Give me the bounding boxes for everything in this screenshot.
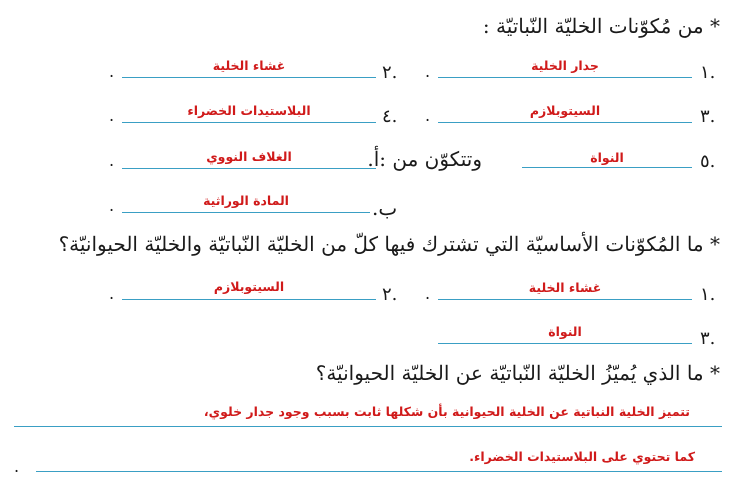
q1-item2-answer-line bbox=[122, 77, 376, 78]
part-b-label: ب. bbox=[372, 196, 398, 220]
q1-item3-answer-line bbox=[438, 122, 692, 123]
q3-answer-line1-text[interactable]: تتميز الخلية النباتية عن الخلية الحيوانية بأن شكلها ثابت بسبب وجود جدار خلوي، bbox=[203, 404, 690, 419]
q1-item4-number: .٤ bbox=[382, 106, 398, 127]
dot: . bbox=[109, 106, 115, 125]
dot: . bbox=[425, 284, 431, 303]
q1-item5-number: .٥ bbox=[700, 151, 716, 172]
part-b-answer-line bbox=[122, 212, 370, 213]
q1-item5-answer-line bbox=[522, 167, 692, 168]
q1-item2-answer[interactable]: غشاء الخلية bbox=[212, 58, 286, 73]
q1-item3-number: .٣ bbox=[700, 106, 716, 127]
part-a-answer-line bbox=[122, 168, 376, 169]
q2-item2-number: .٢ bbox=[382, 284, 398, 305]
q2-item1-number: .١ bbox=[700, 284, 716, 305]
q3-answer-line-1 bbox=[14, 426, 722, 427]
dot: . bbox=[109, 196, 115, 215]
q1-item3-answer[interactable]: السيتوبلازم bbox=[529, 103, 601, 118]
q2-item3-answer-line bbox=[438, 343, 692, 344]
q2-item3-answer[interactable]: النواة bbox=[548, 324, 582, 339]
q1-item1-answer-line bbox=[438, 77, 692, 78]
q1-item4-answer[interactable]: البلاستيدات الخضراء bbox=[187, 103, 311, 118]
dot: . bbox=[109, 151, 115, 170]
dot: . bbox=[109, 284, 115, 303]
part-b-answer[interactable]: المادة الوراثية bbox=[203, 193, 289, 208]
q2-item2-answer[interactable]: السيتوبلازم bbox=[213, 279, 285, 294]
q1-item4-answer-line bbox=[122, 122, 376, 123]
q1-title: * من مُكوّنات الخليّة النّباتيّة : bbox=[482, 14, 720, 38]
q2-item1-answer[interactable]: غشاء الخلية bbox=[528, 280, 602, 295]
q1-item1-answer[interactable]: جدار الخلية bbox=[531, 58, 599, 73]
q1-item1-number: .١ bbox=[700, 62, 716, 83]
q2-item3-number: .٣ bbox=[700, 328, 716, 349]
q3-title: * ما الذي يُميّزُ الخليّة النّباتيّة عن الخليّة الحيوانيّة؟ bbox=[315, 361, 720, 385]
dot: . bbox=[425, 62, 431, 81]
q3-answer-line2-text[interactable]: كما تحتوي على البلاستيدات الخضراء. bbox=[469, 449, 695, 464]
part-a-answer[interactable]: الغلاف النووي bbox=[206, 149, 292, 164]
q2-item2-answer-line bbox=[122, 299, 376, 300]
q2-item1-answer-line bbox=[438, 299, 692, 300]
dot: . bbox=[109, 62, 115, 81]
nucleus-parts-label: وتتكوّن من :أ. bbox=[367, 147, 482, 171]
q1-item2-number: .٢ bbox=[382, 62, 398, 83]
dot: . bbox=[14, 457, 20, 476]
q1-item5-answer[interactable]: النواة bbox=[590, 150, 624, 165]
dot: . bbox=[425, 106, 431, 125]
q3-answer-line-2 bbox=[36, 471, 722, 472]
q2-title: * ما المُكوّنات الأساسيّة التي تشترك فيها كلّ من الخليّة النّباتيّة والخليّة الحيوانيّة؟ bbox=[58, 232, 720, 256]
